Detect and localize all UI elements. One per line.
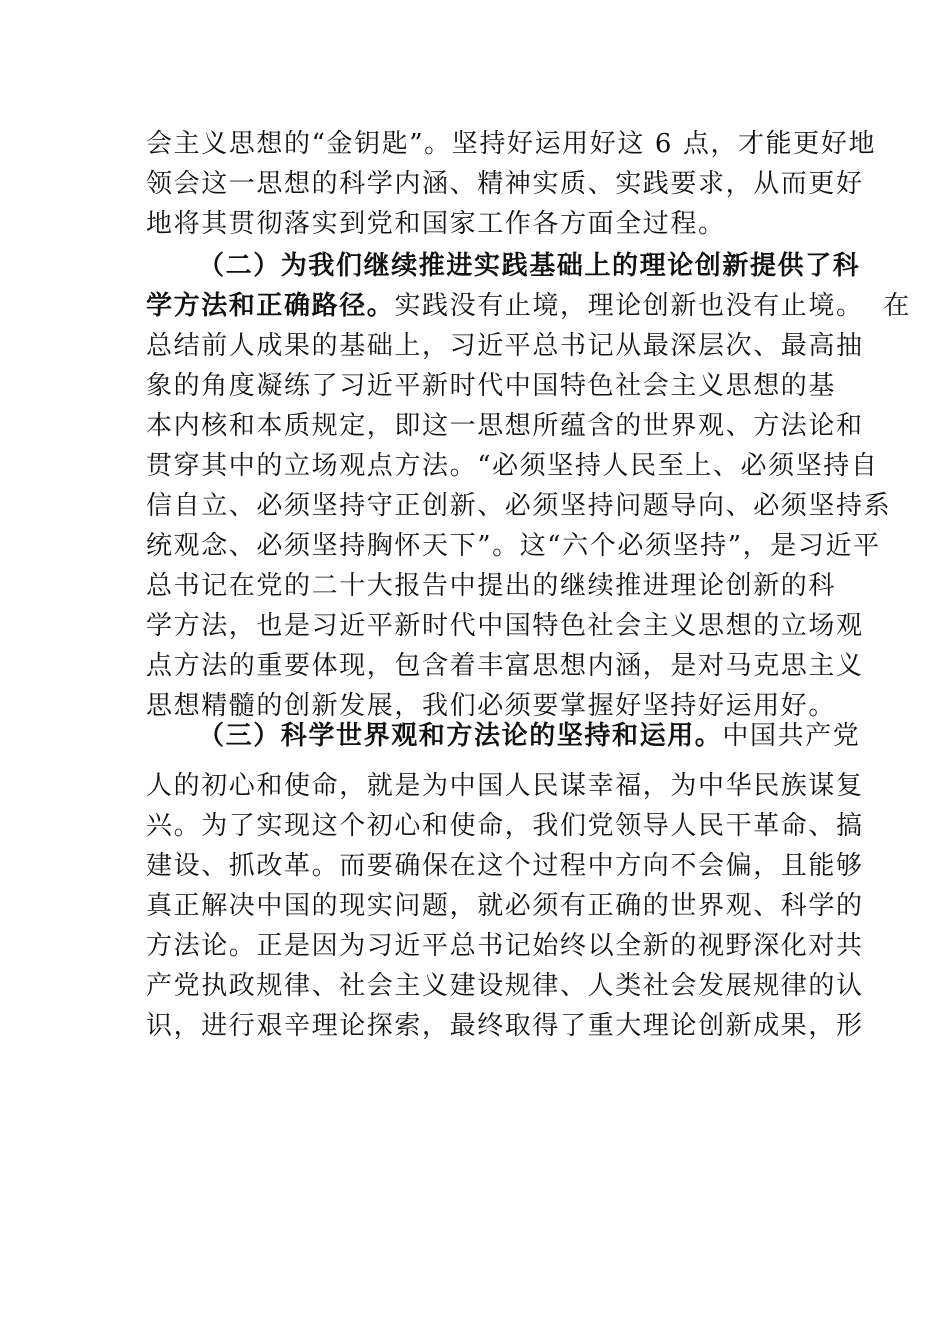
body-text-line: 点方法的重要体现，包含着丰富思想内涵，是对马克思主义	[146, 651, 864, 681]
body-text-fragment: 中国共产党	[722, 721, 861, 751]
body-text-line: 总结前人成果的基础上，习近平总书记从最深层次、最高抽	[146, 331, 864, 361]
body-text-line: 兴。为了实现这个初心和使命，我们党领导人民干革命、搞	[146, 811, 864, 841]
body-text-line: 地将其贯彻落实到党和国家工作各方面全过程。	[146, 209, 726, 239]
body-text-line: 象的角度凝练了习近平新时代中国特色社会主义思想的基	[146, 371, 837, 401]
body-text-line: 建设、抓改革。而要确保在这个过程中方向不会偏，且能够	[146, 851, 864, 881]
body-text-line: 识，进行艰辛理论探索，最终取得了重大理论创新成果，形	[146, 1011, 864, 1041]
body-text-line: 人的初心和使命，就是为中国人民谋幸福，为中华民族谋复	[146, 771, 864, 801]
body-text-line-mixed	[146, 286, 911, 326]
body-text-line: 真正解决中国的现实问题，就必须有正确的世界观、科学的	[146, 891, 864, 921]
body-text-line: 领会这一思想的科学内涵、精神实质、实践要求，从而更好	[146, 169, 864, 199]
body-text-line: 思想精髓的创新发展，我们必须要掌握好坚持好运用好。	[146, 691, 837, 721]
section-heading-3: （三）科学世界观和方法论的坚持和运用。	[198, 721, 723, 751]
body-text-line: 贯穿其中的立场观点方法。“必须坚持人民至上、必须坚持自	[146, 451, 879, 481]
section-heading-2-end: 学方法和正确路径。	[146, 291, 395, 321]
body-text-line: 统观念、必须坚持胸怀天下”。这“六个必须坚持”，是习近平	[146, 531, 881, 561]
body-text-line: 学方法，也是习近平新时代中国特色社会主义思想的立场观	[146, 611, 864, 641]
body-text-line: 总书记在党的二十大报告中提出的继续推进理论创新的科	[146, 571, 837, 601]
body-text-line-mixed	[198, 716, 860, 756]
body-text-line: 会主义思想的“金钥匙”。坚持好运用好这 6 点，才能更好地	[146, 129, 877, 159]
body-text-line: 本内核和本质规定，即这一思想所蕴含的世界观、方法论和	[146, 411, 864, 441]
body-text-fragment: 实践没有止境，理论创新也没有止境。 在	[394, 291, 911, 321]
body-text-line: 信自立、必须坚持守正创新、必须坚持问题导向、必须坚持系	[146, 491, 892, 521]
section-heading-2: （二）为我们继续推进实践基础上的理论创新提供了科	[198, 251, 861, 281]
body-text-line: 方法论。正是因为习近平总书记始终以全新的视野深化对共	[146, 931, 864, 961]
body-text-line: 产党执政规律、社会主义建设规律、人类社会发展规律的认	[146, 971, 864, 1001]
